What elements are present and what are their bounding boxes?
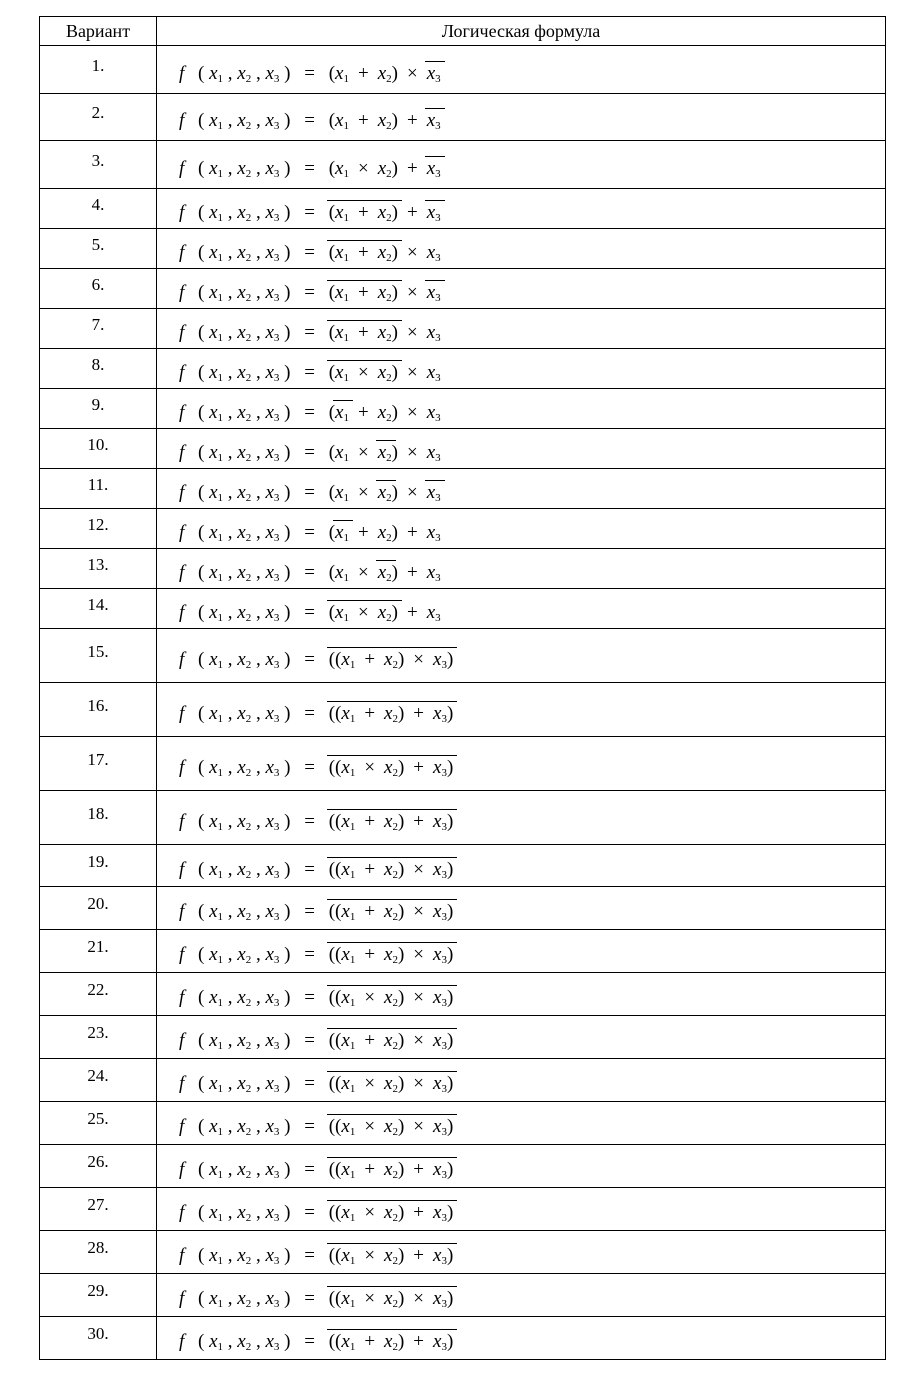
formula: f ( $x_1$ , $x_2$ , $x_3$ ) = $(x_1 + x_2) \times x_3$	[179, 62, 441, 85]
variant-number-text: 30.	[87, 1324, 109, 1343]
variant-number	[40, 94, 157, 141]
variant-number-text: 13.	[87, 554, 109, 574]
variant-number	[40, 1317, 157, 1360]
formula-cell	[157, 845, 886, 887]
formula-cell	[157, 930, 886, 973]
formula-cell	[157, 269, 886, 309]
variant-number-text: 14.	[87, 594, 109, 614]
formula: f ( $x_1$ , $x_2$ , $x_3$ ) = $(x_1 \times x_2) + x_3$	[179, 601, 441, 624]
formula-cell	[157, 94, 886, 141]
table-row	[40, 269, 886, 309]
formula-cell	[157, 309, 886, 349]
formula: f ( $x_1$ , $x_2$ , $x_3$ ) = $((x_1 \times x_2) \times x_3)$	[179, 987, 454, 1009]
variant-number	[40, 429, 157, 469]
formula: f ( $x_1$ , $x_2$ , $x_3$ ) = $(x_1 \times x_2) \times x_3$	[179, 361, 441, 384]
table-row	[40, 389, 886, 429]
formula: f ( $x_1$ , $x_2$ , $x_3$ ) = $(x_1 \times x_2) + x_3$	[179, 561, 441, 584]
variant-number-text: 27.	[87, 1195, 109, 1214]
variant-number-text: 29.	[87, 1281, 109, 1300]
formula: f ( $x_1$ , $x_2$ , $x_3$ ) = $(x_1 + x_2) + x_3$	[179, 521, 441, 544]
variant-number	[40, 141, 157, 189]
formula: f ( $x_1$ , $x_2$ , $x_3$ ) = $((x_1 + x_2) \times x_3)$	[179, 944, 454, 966]
variant-number-text: 8.	[91, 354, 105, 374]
table-row	[40, 1016, 886, 1059]
variant-number	[40, 269, 157, 309]
variant-number-text: 12.	[87, 514, 109, 534]
table-row	[40, 1231, 886, 1274]
formula-cell	[157, 469, 886, 509]
formula: f ( $x_1$ , $x_2$ , $x_3$ ) = $((x_1 + x_2) \times x_3)$	[179, 1030, 454, 1052]
variant-number-text: 19.	[87, 851, 109, 871]
formula: f ( $x_1$ , $x_2$ , $x_3$ ) = $(x_1 + x_2) \times x_3$	[179, 281, 441, 304]
variant-number-text: 10.	[87, 434, 109, 454]
variant-number-text: 6.	[91, 274, 105, 294]
variant-number	[40, 930, 157, 973]
formula-cell	[157, 1059, 886, 1102]
variant-number	[40, 683, 157, 737]
formula-cell	[157, 589, 886, 629]
table-row	[40, 349, 886, 389]
formula: f ( $x_1$ , $x_2$ , $x_3$ ) = $((x_1 + x_2) \times x_3)$	[179, 858, 454, 881]
formula-cell	[157, 46, 886, 94]
variant-number	[40, 1188, 157, 1231]
formula: f ( $x_1$ , $x_2$ , $x_3$ ) = $((x_1 + x_2) + x_3)$	[179, 1159, 454, 1181]
variant-number-text: 16.	[87, 695, 109, 715]
variant-number	[40, 973, 157, 1016]
formula-cell	[157, 509, 886, 549]
variant-number	[40, 1145, 157, 1188]
formula-cell	[157, 1231, 886, 1274]
variant-number-text: 23.	[87, 1023, 109, 1042]
table-row	[40, 887, 886, 930]
table-row	[40, 229, 886, 269]
variant-number	[40, 589, 157, 629]
variant-number	[40, 1102, 157, 1145]
variant-number-text: 22.	[87, 980, 109, 999]
formula-cell	[157, 389, 886, 429]
formula-cell	[157, 1274, 886, 1317]
formula: f ( $x_1$ , $x_2$ , $x_3$ ) = $(x_1 + x_2) \times x_3$	[179, 401, 441, 424]
table-row	[40, 549, 886, 589]
formula-cell	[157, 1145, 886, 1188]
table-row	[40, 1102, 886, 1145]
table-row	[40, 1274, 886, 1317]
variant-number-text: 3.	[91, 150, 105, 170]
formula-cell	[157, 189, 886, 229]
formula-cell	[157, 737, 886, 791]
variant-number-text: 21.	[87, 937, 109, 956]
variant-number-text: 20.	[87, 894, 109, 913]
variant-number-text: 2.	[91, 103, 105, 122]
formula: f ( $x_1$ , $x_2$ , $x_3$ ) = $((x_1 \times x_2) + x_3)$	[179, 1202, 454, 1224]
formula-cell	[157, 1188, 886, 1231]
formula: f ( $x_1$ , $x_2$ , $x_3$ ) = $((x_1 + x_2) \times x_3)$	[179, 648, 454, 671]
formula: f ( $x_1$ , $x_2$ , $x_3$ ) = $((x_1 \times x_2) \times x_3)$	[179, 1116, 454, 1138]
variant-number	[40, 309, 157, 349]
formula: f ( $x_1$ , $x_2$ , $x_3$ ) = $(x_1 + x_2) + x_3$	[179, 201, 441, 224]
variants-table	[39, 16, 886, 1360]
variant-number	[40, 1059, 157, 1102]
variant-number-text: 24.	[87, 1066, 109, 1085]
table-row	[40, 141, 886, 189]
table-row	[40, 930, 886, 973]
formula-cell	[157, 973, 886, 1016]
table-row	[40, 683, 886, 737]
variant-number-text: 26.	[87, 1152, 109, 1171]
variant-number-text: 18.	[87, 803, 109, 823]
formula-cell	[157, 629, 886, 683]
variant-number	[40, 189, 157, 229]
formula: f ( $x_1$ , $x_2$ , $x_3$ ) = $((x_1 + x_2) \times x_3)$	[179, 901, 454, 923]
table-row	[40, 737, 886, 791]
formula-cell	[157, 887, 886, 930]
table-row	[40, 589, 886, 629]
formula: f ( $x_1$ , $x_2$ , $x_3$ ) = $((x_1 \times x_2) + x_3)$	[179, 756, 454, 779]
table-row	[40, 46, 886, 94]
formula: f ( $x_1$ , $x_2$ , $x_3$ ) = $(x_1 + x_2) + x_3$	[179, 110, 441, 132]
formula: f ( $x_1$ , $x_2$ , $x_3$ ) = $((x_1 \times x_2) \times x_3)$	[179, 1288, 454, 1310]
table-row	[40, 973, 886, 1016]
table-row	[40, 309, 886, 349]
variant-number	[40, 549, 157, 589]
table-row	[40, 429, 886, 469]
variant-number-text: 15.	[87, 641, 109, 661]
variant-number-text: 25.	[87, 1109, 109, 1128]
table-row	[40, 94, 886, 141]
table-row	[40, 1188, 886, 1231]
formula: f ( $x_1$ , $x_2$ , $x_3$ ) = $(x_1 + x_2) \times x_3$	[179, 321, 441, 344]
formula-cell	[157, 1016, 886, 1059]
variant-number-text: 4.	[91, 194, 105, 214]
variant-number-text: 11.	[87, 474, 109, 494]
formula: f ( $x_1$ , $x_2$ , $x_3$ ) = $((x_1 + x_2) + x_3)$	[179, 810, 454, 833]
variant-number	[40, 509, 157, 549]
formula-cell	[157, 791, 886, 845]
variant-number	[40, 46, 157, 94]
variant-number	[40, 737, 157, 791]
variant-number	[40, 469, 157, 509]
variant-number-text: 5.	[91, 234, 105, 254]
formula: f ( $x_1$ , $x_2$ , $x_3$ ) = $((x_1 + x_2) + x_3)$	[179, 1331, 454, 1353]
variant-number	[40, 845, 157, 887]
table-row	[40, 509, 886, 549]
formula: f ( $x_1$ , $x_2$ , $x_3$ ) = $(x_1 \times x_2) + x_3$	[179, 157, 441, 180]
formula-cell	[157, 683, 886, 737]
header-variant: Вариант	[40, 17, 157, 46]
variant-number-text: 7.	[91, 314, 105, 334]
table-row	[40, 1145, 886, 1188]
formula: f ( $x_1$ , $x_2$ , $x_3$ ) = $((x_1 \times x_2) + x_3)$	[179, 1245, 454, 1267]
variant-number-text: 1.	[91, 55, 105, 75]
table-row	[40, 469, 886, 509]
variant-number	[40, 349, 157, 389]
variant-number	[40, 629, 157, 683]
formula-cell	[157, 349, 886, 389]
variant-number	[40, 1016, 157, 1059]
formula-cell	[157, 1317, 886, 1360]
variant-number	[40, 229, 157, 269]
formula: f ( $x_1$ , $x_2$ , $x_3$ ) = $((x_1 + x_2) + x_3)$	[179, 702, 454, 725]
table-row	[40, 845, 886, 887]
formula-cell	[157, 429, 886, 469]
variant-number	[40, 791, 157, 845]
variant-number	[40, 1274, 157, 1317]
variant-number	[40, 389, 157, 429]
header-row	[40, 17, 886, 46]
formula: f ( $x_1$ , $x_2$ , $x_3$ ) = $(x_1 \times x_2) \times x_3$	[179, 481, 441, 504]
formula-cell	[157, 229, 886, 269]
table-row	[40, 791, 886, 845]
formula-cell	[157, 141, 886, 189]
variant-number-text: 28.	[87, 1238, 109, 1257]
table-row	[40, 1317, 886, 1360]
header-formula: Логическая формула	[157, 17, 886, 46]
formula: f ( $x_1$ , $x_2$ , $x_3$ ) = $(x_1 \times x_2) \times x_3$	[179, 441, 441, 464]
table-row	[40, 189, 886, 229]
table-row	[40, 629, 886, 683]
variant-number	[40, 887, 157, 930]
formula: f ( $x_1$ , $x_2$ , $x_3$ ) = $(x_1 + x_2) \times x_3$	[179, 241, 441, 264]
variant-number-text: 17.	[87, 749, 109, 769]
formula-cell	[157, 549, 886, 589]
table-row	[40, 1059, 886, 1102]
formula-cell	[157, 1102, 886, 1145]
variant-number	[40, 1231, 157, 1274]
formula: f ( $x_1$ , $x_2$ , $x_3$ ) = $((x_1 \times x_2) \times x_3)$	[179, 1073, 454, 1095]
variant-number-text: 9.	[91, 394, 105, 414]
